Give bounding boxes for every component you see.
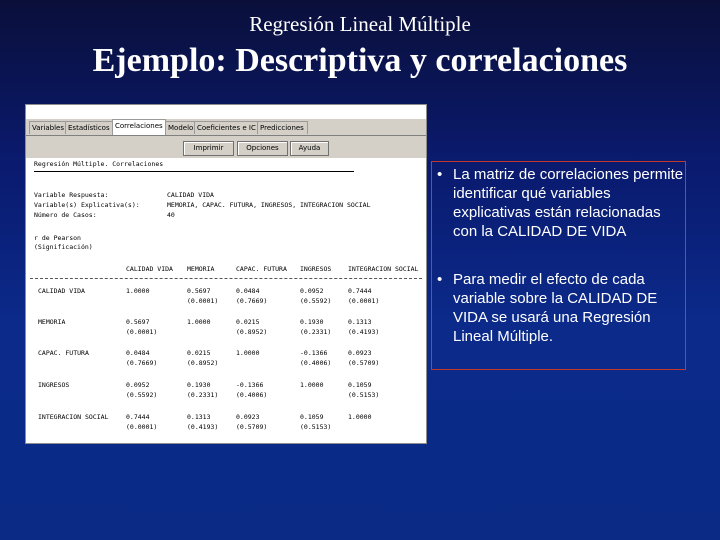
info-label: Variable(s) Explicativa(s): — [34, 201, 140, 209]
row-label: CALIDAD VIDA — [38, 287, 85, 295]
correlation-value: 0.0952 — [126, 381, 150, 389]
tab-modelo[interactable]: Modelo — [165, 121, 195, 134]
bullet-box — [431, 161, 686, 370]
column-header: INGRESOS — [300, 265, 332, 273]
slide-subtitle: Regresión Lineal Múltiple — [249, 12, 471, 36]
toolbar — [26, 136, 426, 158]
heading-rule — [34, 171, 354, 172]
significance-value: (0.0001) — [126, 423, 158, 431]
column-header: INTEGRACION SOCIAL — [348, 265, 419, 273]
significance-value: (0.4006) — [236, 391, 268, 399]
method-label: r de Pearson — [34, 234, 81, 242]
bullet-item — [435, 270, 683, 370]
correlation-value: 1.0000 — [126, 287, 150, 295]
significance-value: (0.8952) — [187, 359, 219, 367]
correlation-value: 1.0000 — [348, 413, 372, 421]
correlation-value: 0.5697 — [187, 287, 211, 295]
bullet-text: Para medir el efecto de cada variable sobre la CALIDAD DE VIDA se usará una Regresión Lineal Múltiple. — [453, 271, 658, 345]
output-heading: Regresión Múltiple. Correlaciones — [34, 160, 164, 168]
column-header: CALIDAD VIDA — [126, 265, 173, 273]
options-button[interactable]: Opciones — [237, 141, 288, 156]
correlation-value: 0.1313 — [348, 318, 372, 326]
info-value: 40 — [167, 211, 175, 219]
table-divider — [30, 278, 422, 279]
tab-variables[interactable]: Variables — [29, 121, 66, 134]
correlation-value: 0.1930 — [300, 318, 324, 326]
significance-value: (0.2331) — [300, 328, 332, 336]
slide-title: Ejemplo: Descriptiva y correlaciones — [92, 42, 628, 79]
correlation-value: 0.0215 — [236, 318, 260, 326]
correlation-value: 1.0000 — [300, 381, 324, 389]
column-header: CAPAC. FUTURA — [236, 265, 287, 273]
tab-bar — [26, 119, 426, 136]
row-label: MEMORIA — [38, 318, 66, 326]
significance-value: (0.0001) — [126, 328, 158, 336]
significance-value: (0.5153) — [300, 423, 332, 431]
significance-value: (0.5709) — [348, 359, 380, 367]
correlation-value: 1.0000 — [187, 318, 211, 326]
significance-value: (0.4193) — [187, 423, 219, 431]
info-label: Número de Casos: — [34, 211, 97, 219]
correlation-value: 0.5697 — [126, 318, 150, 326]
significance-value: (0.5153) — [348, 391, 380, 399]
software-screenshot — [25, 104, 427, 444]
info-value: CALIDAD VIDA — [167, 191, 214, 199]
tab-predicciones[interactable]: Predicciones — [257, 121, 308, 134]
row-label: CAPAC. FUTURA — [38, 349, 89, 357]
correlation-value: -0.1366 — [300, 349, 328, 357]
tab-estadisticos[interactable]: Estadísticos — [65, 121, 113, 134]
significance-value: (0.0001) — [187, 297, 219, 305]
row-label: INTEGRACION SOCIAL — [38, 413, 109, 421]
bullet-item — [435, 165, 683, 265]
bullet-dot-icon: • — [437, 271, 443, 288]
correlation-value: 0.7444 — [348, 287, 372, 295]
correlation-value: 0.7444 — [126, 413, 150, 421]
info-value: MEMORIA, CAPAC. FUTURA, INGRESOS, INTEGRACION SOCIAL — [167, 201, 371, 209]
correlation-value: 0.1930 — [187, 381, 211, 389]
significance-value: (0.5592) — [126, 391, 158, 399]
correlation-value: 0.0484 — [126, 349, 150, 357]
significance-value: (0.4193) — [348, 328, 380, 336]
correlation-value: 0.0923 — [236, 413, 260, 421]
correlation-value: 0.0952 — [300, 287, 324, 295]
correlation-value: 0.1059 — [348, 381, 372, 389]
significance-value: (0.0001) — [348, 297, 380, 305]
row-label: INGRESOS — [38, 381, 70, 389]
tab-coeficientes[interactable]: Coeficientes e IC — [194, 121, 258, 134]
correlation-value: 0.0215 — [187, 349, 211, 357]
print-button[interactable]: Imprimir — [183, 141, 234, 156]
significance-value: (0.5709) — [236, 423, 268, 431]
correlation-value: 0.0484 — [236, 287, 260, 295]
significance-value: (0.8952) — [236, 328, 268, 336]
correlation-value: 1.0000 — [236, 349, 260, 357]
significance-value: (0.2331) — [187, 391, 219, 399]
tab-correlaciones[interactable]: Correlaciones — [112, 119, 166, 135]
column-header: MEMORIA — [187, 265, 215, 273]
help-button[interactable]: Ayuda — [290, 141, 329, 156]
significance-value: (0.5592) — [300, 297, 332, 305]
correlation-value: 0.1059 — [300, 413, 324, 421]
significance-value: (0.7669) — [126, 359, 158, 367]
correlation-value: 0.1313 — [187, 413, 211, 421]
bullet-text: La matriz de correlaciones permite identificar qué variables explicativas están relacionadas con la CALIDAD DE VIDA — [453, 166, 684, 240]
info-label: Variable Respuesta: — [34, 191, 109, 199]
correlation-value: -0.1366 — [236, 381, 264, 389]
significance-value: (0.7669) — [236, 297, 268, 305]
significance-value: (0.4006) — [300, 359, 332, 367]
correlation-value: 0.0923 — [348, 349, 372, 357]
bullet-dot-icon: • — [437, 166, 443, 183]
method-note: (Significación) — [34, 243, 93, 251]
